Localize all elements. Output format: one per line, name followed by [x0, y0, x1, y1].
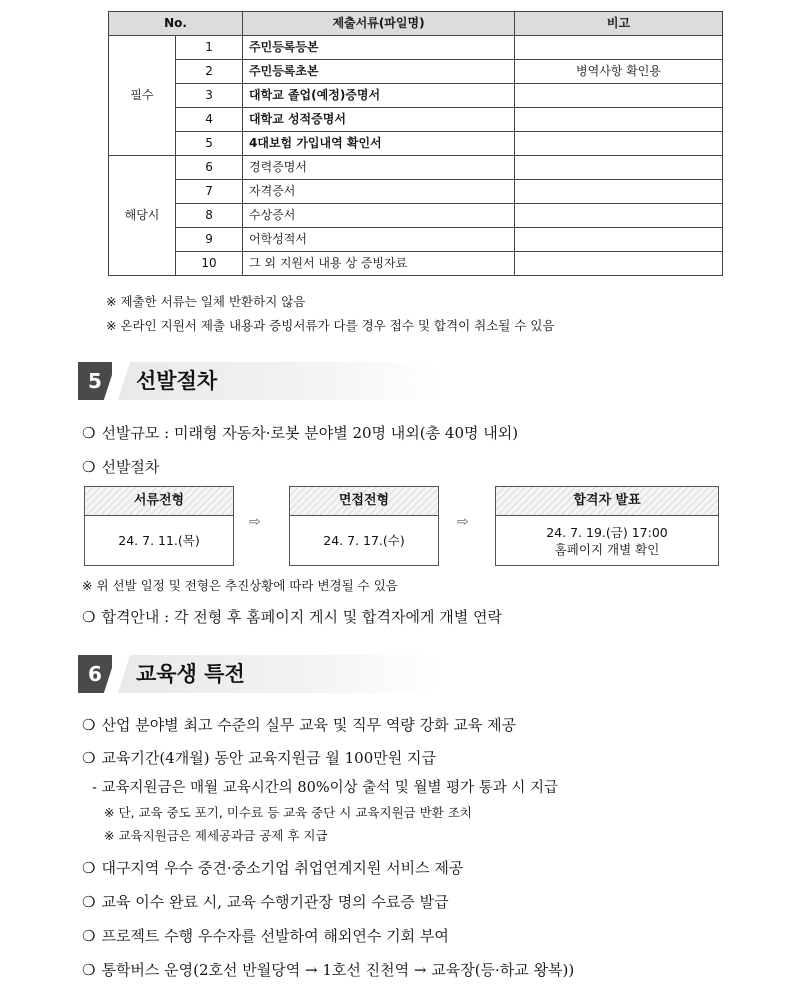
bullet-circle-icon: ❍: [82, 961, 96, 979]
selection-process-line: [82, 456, 159, 477]
row-note: 병역사항 확인용: [515, 60, 723, 84]
row-note: [515, 156, 723, 180]
header-no: No.: [109, 12, 243, 36]
header-document: 제출서류(파일명): [243, 12, 515, 36]
table-row: [109, 204, 723, 228]
table-row: [109, 156, 723, 180]
row-doc: 주민등록초본: [243, 60, 515, 84]
row-doc: 주민등록등본: [243, 36, 515, 60]
row-no: 3: [176, 84, 243, 108]
bullet-text: 프로젝트 수행 우수자를 선발하여 해외연수 기회 부여: [101, 927, 449, 945]
bullet-text: 대구지역 우수 중견·중소기업 취업연계지원 서비스 제공: [101, 859, 464, 877]
benefit-item: [82, 925, 449, 946]
group-required: 필수: [109, 36, 176, 156]
row-no: 1: [176, 36, 243, 60]
table-row: [109, 252, 723, 276]
table-row: [109, 132, 723, 156]
benefit-item: [82, 714, 516, 735]
row-note: [515, 204, 723, 228]
bullet-circle-icon: ❍: [82, 608, 96, 626]
table-row: [109, 180, 723, 204]
bullet-text: 선발절차: [101, 458, 160, 476]
row-doc: 대학교 성적증명서: [243, 108, 515, 132]
table-note-1: ※ 제출한 서류는 일체 반환하지 않음: [106, 294, 306, 309]
row-no: 4: [176, 108, 243, 132]
row-doc: 그 외 지원서 내용 상 증빙자료: [243, 252, 515, 276]
step-date-text: 24. 7. 17.(수): [323, 533, 405, 548]
section-title: 교육생 특전: [136, 662, 245, 686]
table-row: [109, 108, 723, 132]
row-no: 9: [176, 228, 243, 252]
step-date: [496, 516, 718, 565]
bullet-text: 산업 분야별 최고 수준의 실무 교육 및 직무 역량 강화 교육 제공: [101, 716, 517, 734]
section-6-header: [78, 655, 438, 693]
row-no: 10: [176, 252, 243, 276]
bullet-circle-icon: ❍: [82, 859, 96, 877]
step-date: [85, 516, 233, 565]
row-no: 7: [176, 180, 243, 204]
documents-table: [108, 11, 723, 276]
step-date: [290, 516, 438, 565]
row-doc: 경력증명서: [243, 156, 515, 180]
benefit-sub-note: ※ 단, 교육 중도 포기, 미수료 등 교육 중단 시 교육지원금 반환 조치: [104, 805, 472, 820]
table-row: [109, 84, 723, 108]
section-title: 선발절차: [136, 369, 218, 393]
row-note: [515, 132, 723, 156]
row-note: [515, 252, 723, 276]
bullet-text: 선발규모 : 미래형 자동차·로봇 분야별 20명 내외(총 40명 내외): [101, 424, 519, 442]
bullet-circle-icon: ❍: [82, 716, 96, 734]
step-date-text: 24. 7. 19.(금) 17:00: [546, 524, 668, 540]
row-no: 2: [176, 60, 243, 84]
step-interview: [289, 486, 439, 566]
step-title: 서류전형: [85, 487, 233, 516]
selection-scale-line: [82, 422, 518, 443]
benefit-item: [82, 891, 449, 912]
step-title: 면접전형: [290, 487, 438, 516]
row-doc: 어학성적서: [243, 228, 515, 252]
table-note-2: ※ 온라인 지원서 제출 내용과 증빙서류가 다를 경우 접수 및 합격이 취소될 수 있음: [106, 318, 555, 333]
step-document-screening: [84, 486, 234, 566]
section-number: 6: [78, 655, 112, 693]
step-announcement: [495, 486, 719, 566]
row-doc: 대학교 졸업(예정)증명서: [243, 84, 515, 108]
right-arrow-icon: ⇨: [457, 514, 469, 530]
section-number: 5: [78, 362, 112, 400]
bullet-text: 교육 이수 완료 시, 교육 수행기관장 명의 수료증 발급: [101, 893, 449, 911]
row-note: [515, 84, 723, 108]
benefit-item: [82, 747, 436, 768]
table-row: [109, 60, 723, 84]
row-no: 5: [176, 132, 243, 156]
bullet-circle-icon: ❍: [82, 458, 96, 476]
step-detail-text: 홈페이지 개별 확인: [554, 541, 660, 557]
table-row: [109, 36, 723, 60]
header-remarks: 비고: [515, 12, 723, 36]
section-5-header: [78, 362, 438, 400]
row-no: 8: [176, 204, 243, 228]
benefit-item: [82, 959, 574, 980]
benefit-sub-note: ※ 교육지원금은 제세공과금 공제 후 지급: [104, 828, 328, 843]
schedule-note: ※ 위 선발 일정 및 전형은 추진상황에 따라 변경될 수 있음: [82, 578, 398, 593]
bullet-circle-icon: ❍: [82, 927, 96, 945]
bullet-text: 합격안내 : 각 전형 후 홈페이지 게시 및 합격자에게 개별 연락: [101, 608, 502, 626]
table-row: [109, 228, 723, 252]
row-note: [515, 108, 723, 132]
row-note: [515, 36, 723, 60]
result-notice-line: [82, 606, 502, 627]
step-date-text: 24. 7. 11.(목): [118, 533, 200, 548]
benefit-sub-item: - 교육지원금은 매월 교육시간의 80%이상 출석 및 월별 평가 통과 시 지급: [92, 780, 559, 796]
group-if-applicable: 해당시: [109, 156, 176, 276]
row-doc: 자격증서: [243, 180, 515, 204]
bullet-circle-icon: ❍: [82, 893, 96, 911]
table-header-row: [109, 12, 723, 36]
bullet-circle-icon: ❍: [82, 424, 96, 442]
bullet-circle-icon: ❍: [82, 749, 96, 767]
row-doc: 수상증서: [243, 204, 515, 228]
row-doc: 4대보험 가입내역 확인서: [243, 132, 515, 156]
step-title: 합격자 발표: [496, 487, 718, 516]
row-no: 6: [176, 156, 243, 180]
bullet-text: 교육기간(4개월) 동안 교육지원금 월 100만원 지급: [101, 749, 436, 767]
row-note: [515, 228, 723, 252]
row-note: [515, 180, 723, 204]
bullet-text: 통학버스 운영(2호선 반월당역 → 1호선 진천역 → 교육장(등·하교 왕복)): [101, 961, 575, 979]
right-arrow-icon: ⇨: [249, 514, 261, 530]
benefit-item: [82, 857, 463, 878]
